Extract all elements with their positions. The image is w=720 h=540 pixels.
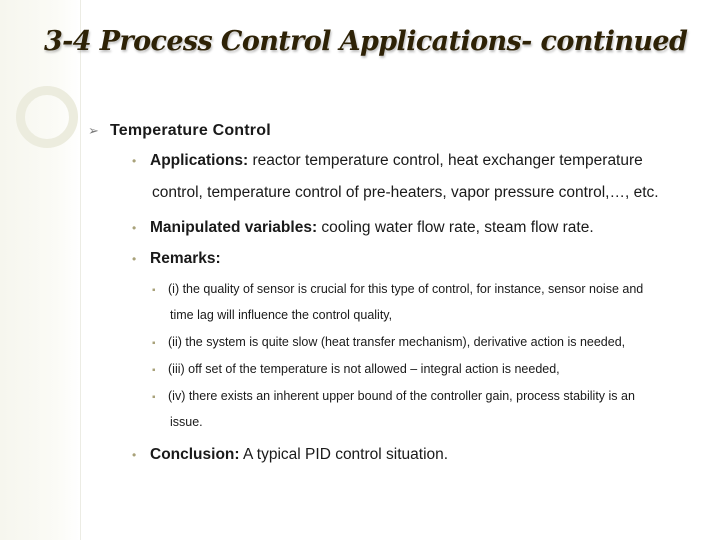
slide-title: 3-4 Process Control Applications- continued	[44, 26, 688, 57]
bullet-text: cooling water flow rate, steam flow rate.	[317, 219, 594, 236]
bullet-applications-continued: control, temperature control of pre-heaters, vapor pressure control,…, etc.	[152, 184, 659, 201]
bullet-applications	[132, 152, 643, 170]
bullet-dot-icon: •	[132, 448, 137, 462]
remark-item	[152, 335, 625, 349]
remark-item	[152, 362, 560, 376]
bullet-dot-icon: •	[132, 221, 137, 235]
bullet-manipulated-variables	[132, 219, 594, 237]
sub-bullet-icon: ▪	[152, 285, 156, 296]
arrow-bullet-icon: ➢	[88, 123, 99, 138]
remark-text: (i) the quality of sensor is crucial for this type of control, for instance, sensor noise and	[168, 282, 644, 296]
remark-item-continued: issue.	[170, 415, 203, 429]
remark-item	[152, 282, 643, 296]
bullet-label: Applications:	[150, 152, 249, 169]
decorative-ring-icon	[16, 86, 78, 148]
bullet-conclusion	[132, 446, 448, 464]
heading-text: Temperature Control	[110, 122, 271, 139]
remark-item-continued: time lag will influence the control quality,	[170, 308, 393, 322]
bullet-text: A typical PID control situation.	[239, 446, 449, 463]
bullet-dot-icon: •	[132, 154, 137, 168]
bullet-dot-icon: •	[132, 252, 137, 266]
bullet-text: reactor temperature control, heat exchanger temperature	[248, 152, 643, 169]
heading-temperature-control	[88, 122, 271, 140]
bullet-label: Manipulated variables:	[150, 219, 318, 236]
remark-item	[152, 389, 635, 403]
sub-bullet-icon: ▪	[152, 365, 156, 376]
sub-bullet-icon: ▪	[152, 392, 156, 403]
remark-text: (ii) the system is quite slow (heat transfer mechanism), derivative action is needed,	[168, 335, 626, 349]
remark-text: (iv) there exists an inherent upper bound of the controller gain, process stability is an	[168, 389, 635, 403]
bullet-label: Remarks:	[150, 250, 221, 267]
sub-bullet-icon: ▪	[152, 338, 156, 349]
remark-text: (iii) off set of the temperature is not allowed – integral action is needed,	[168, 362, 560, 376]
decorative-sidebar	[0, 0, 81, 540]
bullet-remarks	[132, 250, 221, 268]
bullet-label: Conclusion:	[150, 446, 240, 463]
